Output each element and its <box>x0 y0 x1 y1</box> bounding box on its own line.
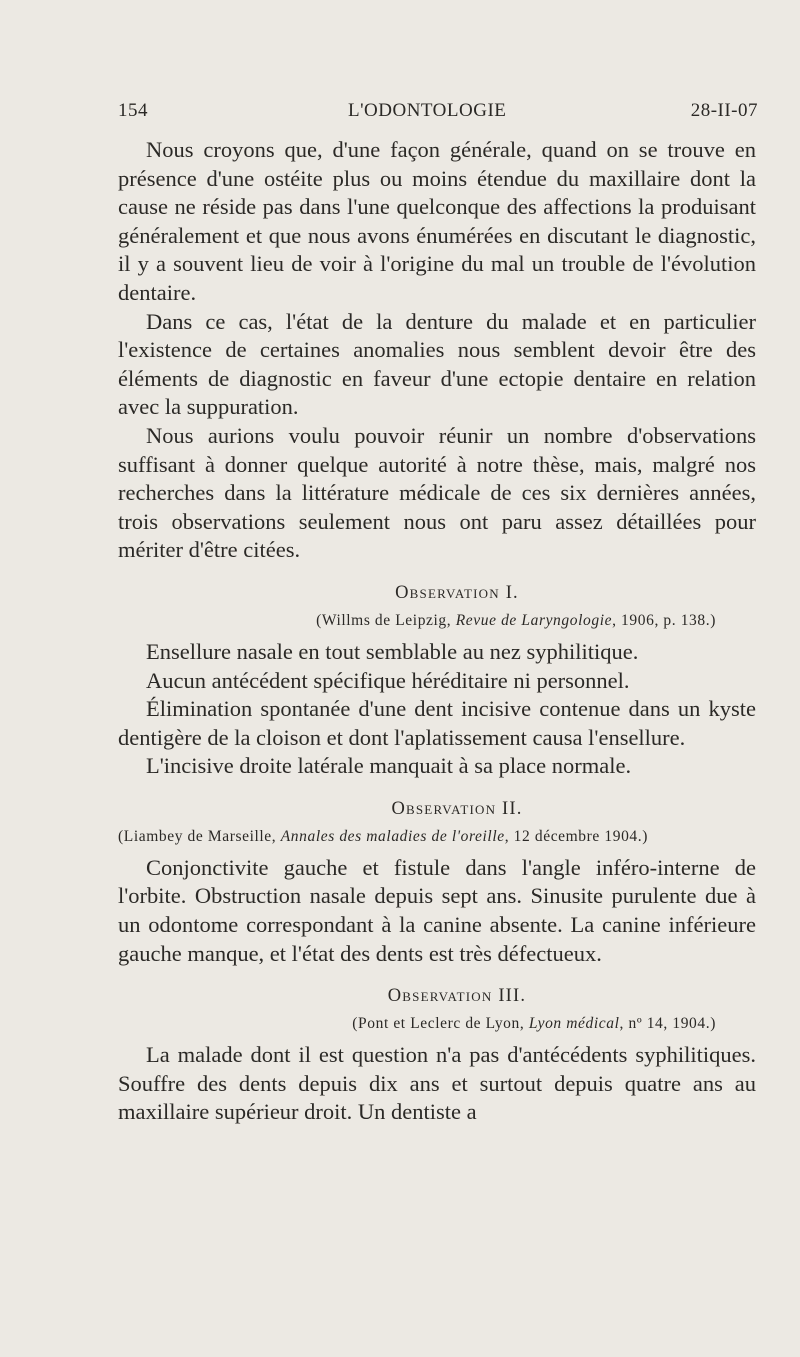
running-header <box>118 100 758 130</box>
citation-details: , nº 14, 1904.) <box>619 1015 716 1033</box>
paragraph: L'incisive droite latérale manquait à sa place normale. <box>146 753 632 779</box>
observation-title: Observation III. <box>387 986 527 1007</box>
paragraph: Aucun antécédent spécifique héréditaire ni personnel. <box>146 667 630 693</box>
observation-title: Observation I. <box>395 582 519 603</box>
paragraph: Ensellure nasale en tout semblable au nez syphilitique. <box>146 638 639 664</box>
issue-date: 28-II-07 <box>690 100 758 121</box>
observation-citation <box>118 1015 756 1033</box>
observation-title: Observation II. <box>391 798 523 819</box>
paragraph: La malade dont il est question n'a pas d'antécédents syphilitiques. Souffre des dents depuis dix ans et surtout depuis quatre ans au maxillaire supérieur droit. Un dentiste a <box>118 1042 756 1125</box>
citation-journal: Lyon médical <box>528 1015 620 1033</box>
citation-author: (Liambey de Marseille, <box>118 827 281 845</box>
citation-author: (Willms de Leipzig, <box>316 611 456 629</box>
running-title: L'ODONTOLOGIE <box>348 100 507 121</box>
page-number: 154 <box>118 100 148 121</box>
paragraph: Dans ce cas, l'état de la denture du malade et en particulier l'existence de certaines anomalies nous semblent devoir être des éléments de diagnostic en faveur d'une ectopie dentaire en relation avec la suppuration. <box>118 308 756 420</box>
citation-details: , 1906, p. 138.) <box>612 611 716 629</box>
citation-author: (Pont et Leclerc de Lyon, <box>352 1015 529 1033</box>
citation-details: , 12 décembre 1904.) <box>504 827 649 845</box>
page-body <box>118 136 756 1127</box>
citation-journal: Revue de Laryngologie <box>455 611 613 629</box>
paragraph: Nous croyons que, d'une façon générale, quand on se trouve en présence d'une ostéite plus ou moins étendue du maxillaire dont la cause ne réside pas dans l'une quelconque des affections la produisant généralement et que nous avons énumérées en discutant le diagnostic, il y a souvent lieu de voir à l'origine du mal un trouble de l'évolution dentaire. <box>118 137 756 305</box>
paragraph: Conjonctivite gauche et fistule dans l'angle inféro-interne de l'orbite. Obstruction nasale depuis sept ans. Sinusite purulente due à un odontome correspondant à la canine absente. La canine inférieure gauche manque, et l'état des dents est très défectueux. <box>118 854 756 966</box>
citation-journal: Annales des maladies de l'oreille <box>280 827 505 845</box>
paragraph: Élimination spontanée d'une dent incisive contenue dans un kyste dentigère de la cloison et dont l'aplatissement causa l'ensellure. <box>118 696 756 750</box>
paragraph: Nous aurions voulu pouvoir réunir un nombre d'observations suffisant à donner quelque autorité à notre thèse, mais, malgré nos recherches dans la littérature médicale de ces six dernières années, trois observations seulement nous ont paru assez détaillées pour mériter d'être citées. <box>118 422 756 563</box>
observation-citation <box>118 612 756 630</box>
observation-citation <box>118 828 756 846</box>
